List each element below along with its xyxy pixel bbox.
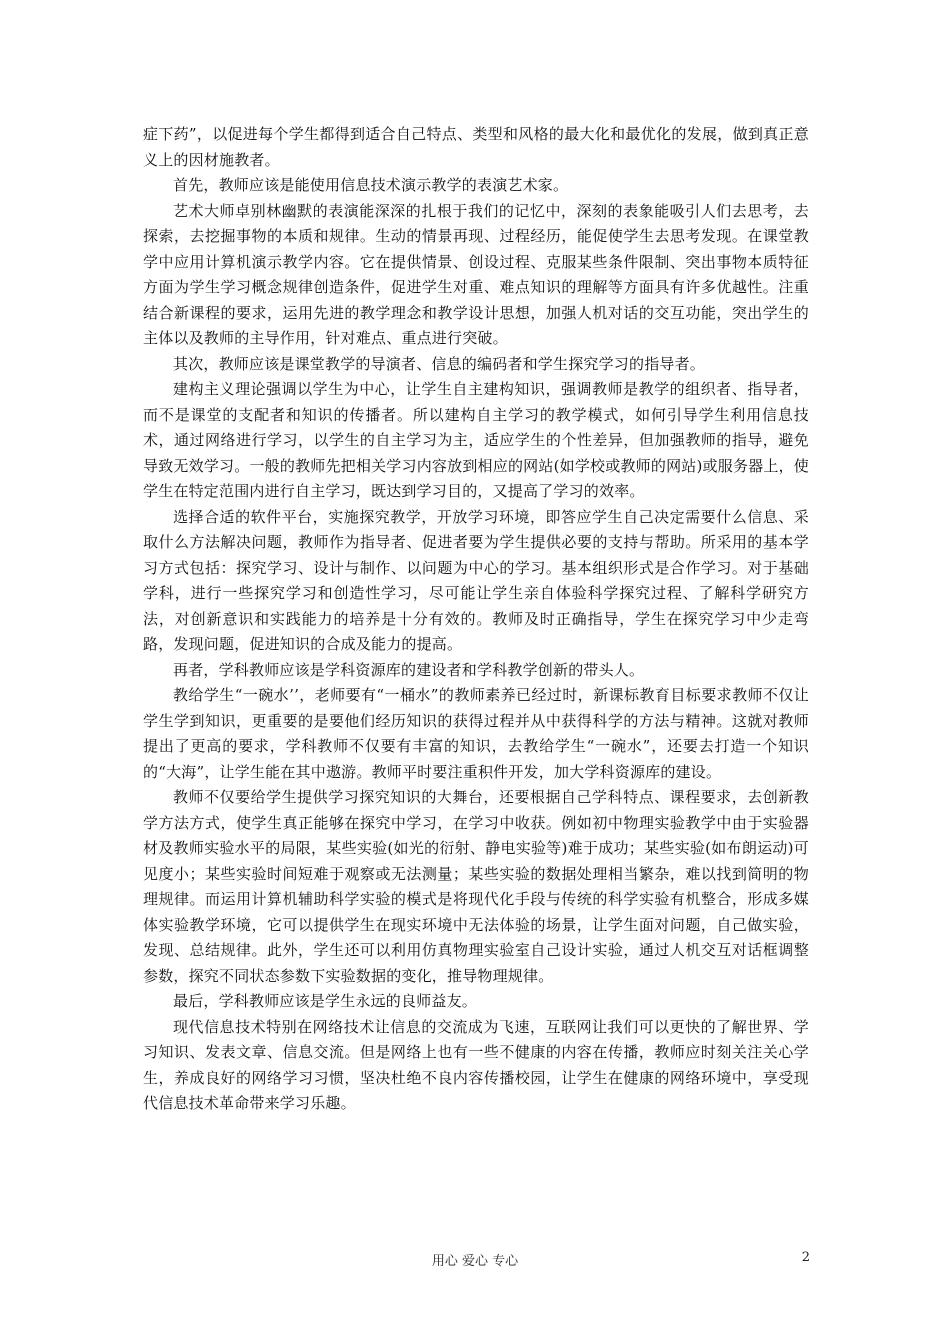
paragraph: 现代信息技术特别在网络技术让信息的交流成为飞速，互联网让我们可以更快的了解世界、学习知识、发表文章、信息交流。但是网络上也有一些不健康的内容在传播，教师应时刻关注关心学生，养成良好的网络学习习惯，坚决杜绝不良内容传播校园，让学生在健康的网络环境中，享受现代信息技术革命带来学习乐趣。 <box>143 1017 809 1112</box>
page-number: 2 <box>801 1250 810 1265</box>
body-text <box>143 122 809 1117</box>
paragraph-heading-last: 最后，学科教师应该是学生永远的良师益友。 <box>173 992 478 1010</box>
paragraph-heading-second: 其次，教师应该是课堂教学的导演者、信息的编码者和学生探究学习的指导者。 <box>173 354 706 373</box>
paragraph: 教师不仅要给学生提供学习探究知识的大舞台，还要根据自己学科特点、课程要求，去创新教学方法方式，使学生真正能够在探究中学习，在学习中收获。例如初中物理实验教学中由于实验器材及教师实验水平的局限，某些实验(如光的衍射、静电实验等)难于成功；某些实验(如布朗运动)可见度小；某些实验时间短难于观察或无法测量；某些实验的数据处理相当繁杂，难以找到简明的物理规律。而运用计算机辅助科学实验的模式是将现代化手段与传统的科学实验有机整合，形成多媒体实验教学环境，它可以提供学生在现实环境中无法体验的场景，让学生面对问题，自己做实验，发现、总结规律。此外，学生还可以利用仿真物理实验室自己设计实验，通过人机交互对话框调整参数，探究不同状态参数下实验数据的变化，推导物理规律。 <box>143 788 809 985</box>
paragraph-continued: 症下药”，以促进每个学生都得到适合自己特点、类型和风格的最大化和最优化的发展，做到真正意义上的因材施教者。 <box>143 125 809 169</box>
paragraph-heading-third: 再者，学科教师应该是学科资源库的建设者和学科教学创新的带头人。 <box>173 660 645 679</box>
paragraph: 建构主义理论强调以学生为中心，让学生自主建构知识，强调教师是教学的组织者、指导者，而不是课堂的支配者和知识的传播者。所以建构自主学习的教学模式，如何引导学生利用信息技术，通过网络进行学习，以学生的自主学习为主，适应学生的个性差异，但加强教师的指导，避免导致无效学习。一般的教师先把相关学习内容放到相应的网站(如学校或教师的网站)或服务器上，使学生在特定范围内进行自主学习，既达到学习目的，又提高了学习的效率。 <box>143 380 809 500</box>
paragraph-heading-first: 首先，教师应该是能使用信息技术演示教学的表演艺术家。 <box>173 176 569 194</box>
paragraph: 教给学生“一碗水’’，老师要有“一桶水”的教师素养已经过时，新课标教育目标要求教师不仅让学生学到知识，更重要的是要他们经历知识的获得过程并从中获得科学的方法与精神。这就对教师提出了更高的要求，学科教师不仅要有丰富的知识，去教给学生“一碗水”，还要去打造一个知识的“大海”，让学生能在其中遨游。教师平时要注重积件开发，加大学科资源库的建设。 <box>143 686 809 781</box>
footer-text: 用心 爱心 专心 <box>431 1254 519 1269</box>
paragraph: 选择合适的软件平台，实施探究教学，开放学习环境，即答应学生自己决定需要什么信息、采取什么方法解决问题，教师作为指导者、促进者要为学生提供必要的支持与帮助。所采用的基本学习方式包括：探究学习、设计与制作、以问题为中心的学习。基本组织形式是合作学习。对于基础学科，进行一些探究学习和创造性学习，尽可能让学生亲自体验科学探究过程、了解科学研究方法，对创新意识和实践能力的培养是十分有效的。教师及时正确指导，学生在探究学习中少走弯路，发现问题，促进知识的合成及能力的提高。 <box>143 507 809 653</box>
paragraph: 艺术大师卓别林幽默的表演能深深的扎根于我们的记忆中，深刻的表象能吸引人们去思考，去探索，去挖掘事物的本质和规律。生动的情景再现、过程经历，能促使学生去思考发现。在课堂教学中应用计算机演示教学内容。它在提供情景、创设过程、克服某些条件限制、突出事物本质特征方面为学生学习概念规律创造条件，促进学生对重、难点知识的理解等方面具有许多优越性。注重结合新课程的要求，运用先进的教学理念和教学设计思想，加强人机对话的交互功能，突出学生的主体以及教师的主导作用，针对难点、重点进行突破。 <box>143 201 809 347</box>
